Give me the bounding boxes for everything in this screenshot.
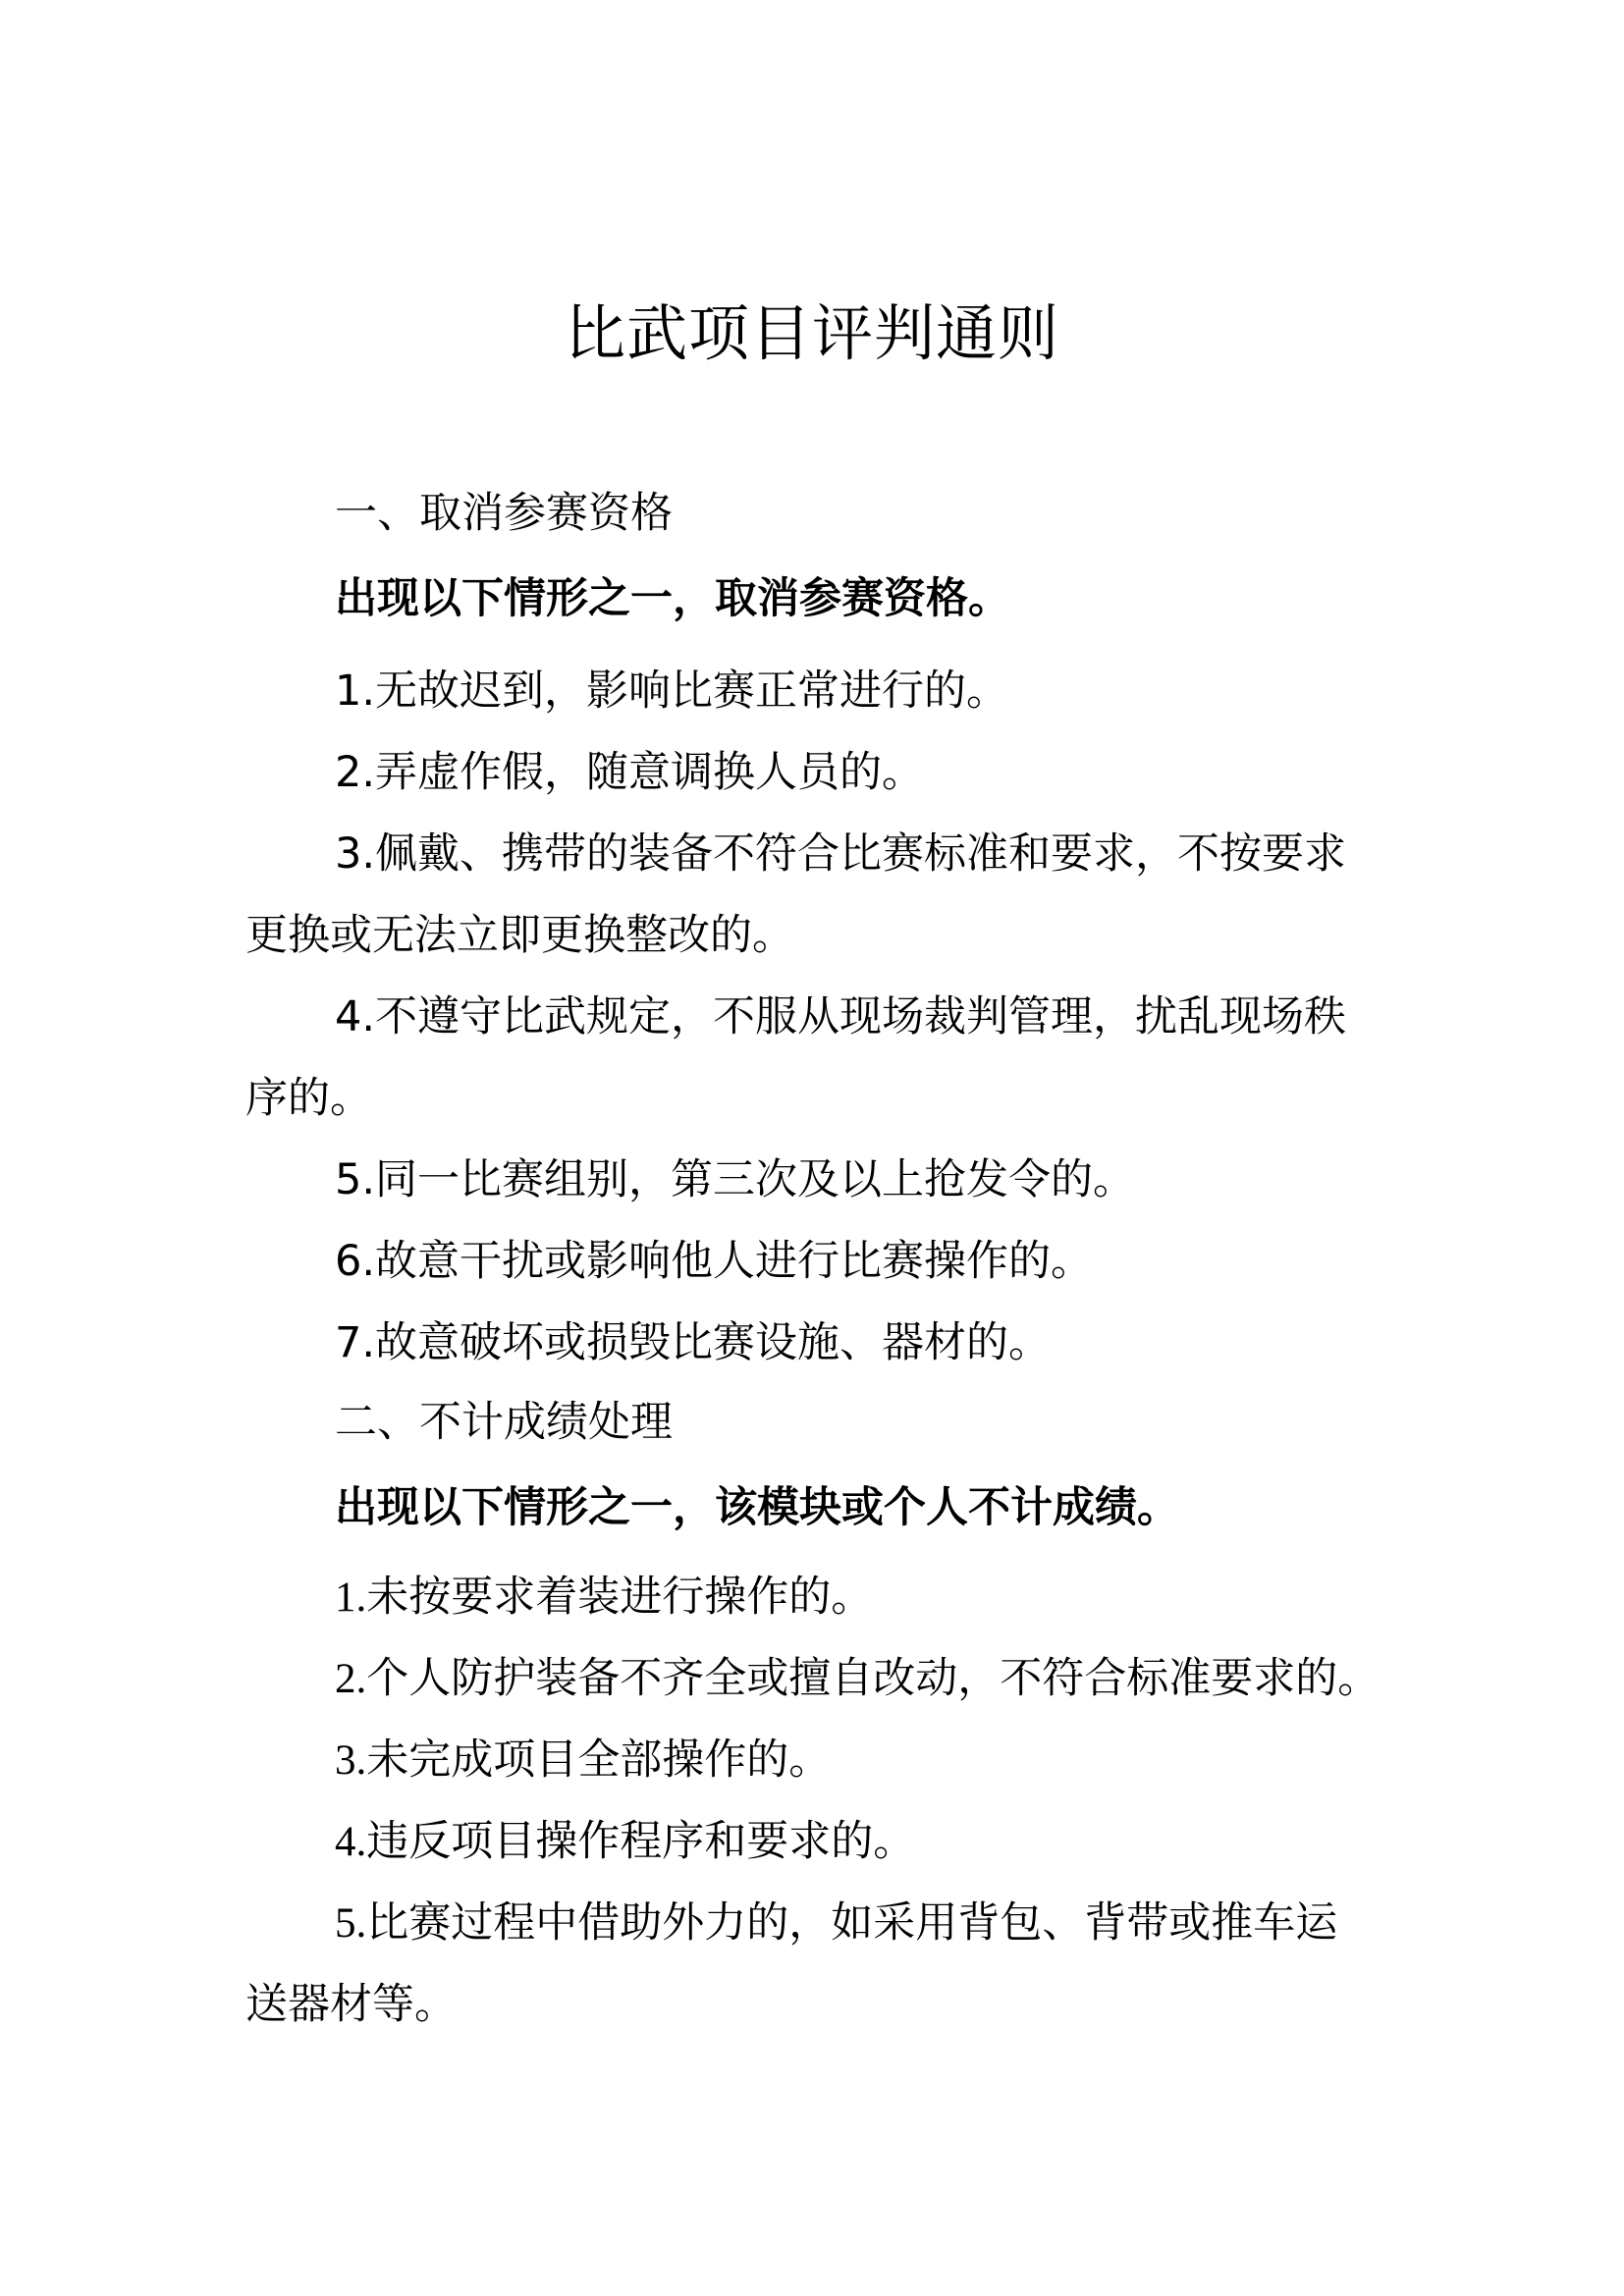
item-number: 5. bbox=[335, 1900, 367, 1947]
item-text: 故意干扰或影响他人进行比赛操作的。 bbox=[375, 1237, 1094, 1286]
item-text: 未按要求着装进行操作的。 bbox=[366, 1573, 874, 1622]
document-title: 比武项目评判通则 bbox=[564, 297, 1059, 369]
item-text: 无故迟到，影响比赛正常进行的。 bbox=[375, 667, 1009, 716]
item-number: 4. bbox=[335, 1819, 367, 1865]
list-item bbox=[335, 1894, 1337, 1953]
item-number: 2. bbox=[335, 1656, 367, 1702]
section-lead-1: 出现以下情形之一，取消参赛资格。 bbox=[335, 574, 1010, 623]
item-text: 同一比赛组别，第三次及以上抢发令的。 bbox=[375, 1155, 1136, 1204]
item-text: 比赛过程中借助外力的，如采用背包、背带或推车运 bbox=[366, 1898, 1338, 1948]
item-text: 弄虚作假，随意调换人员的。 bbox=[375, 748, 925, 797]
item-text: 违反项目操作程序和要求的。 bbox=[366, 1817, 916, 1866]
list-item bbox=[335, 1313, 1051, 1372]
item-number: 7. bbox=[335, 1318, 376, 1367]
list-item bbox=[335, 662, 1008, 721]
item-text: 故意破坏或损毁比赛设施、器材的。 bbox=[375, 1318, 1052, 1367]
list-item bbox=[335, 988, 1346, 1046]
item-text: 个人防护装备不齐全或擅自改动，不符合标准要求的。 bbox=[366, 1654, 1380, 1703]
item-number: 3. bbox=[335, 1737, 367, 1784]
item-number: 5. bbox=[335, 1155, 376, 1204]
item-text: 不遵守比武规定，不服从现场裁判管理，扰乱现场秩 bbox=[375, 992, 1347, 1041]
section-heading-2: 二、不计成绩处理 bbox=[335, 1398, 673, 1447]
item-text: 未完成项目全部操作的。 bbox=[366, 1735, 832, 1785]
list-item bbox=[335, 825, 1346, 883]
list-item-continuation: 送器材等。 bbox=[245, 1980, 457, 2029]
list-item bbox=[335, 1731, 831, 1790]
item-number: 1. bbox=[335, 1575, 367, 1621]
list-item bbox=[335, 1649, 1380, 1709]
list-item bbox=[335, 1812, 915, 1872]
item-number: 4. bbox=[335, 992, 376, 1041]
list-item-continuation: 更换或无法立即更换整改的。 bbox=[245, 911, 794, 960]
section-heading-1: 一、取消参赛资格 bbox=[335, 489, 673, 538]
item-number: 6. bbox=[335, 1237, 376, 1286]
item-number: 2. bbox=[335, 748, 376, 797]
list-item bbox=[335, 1568, 873, 1628]
list-item-continuation: 序的。 bbox=[245, 1074, 372, 1123]
list-item bbox=[335, 1232, 1093, 1291]
list-item bbox=[335, 1150, 1135, 1209]
item-number: 1. bbox=[335, 667, 376, 716]
item-text: 佩戴、携带的装备不符合比赛标准和要求，不按要求 bbox=[375, 829, 1347, 879]
item-number: 3. bbox=[335, 829, 376, 879]
list-item bbox=[335, 743, 924, 802]
section-lead-2: 出现以下情形之一，该模块或个人不计成绩。 bbox=[335, 1483, 1179, 1532]
